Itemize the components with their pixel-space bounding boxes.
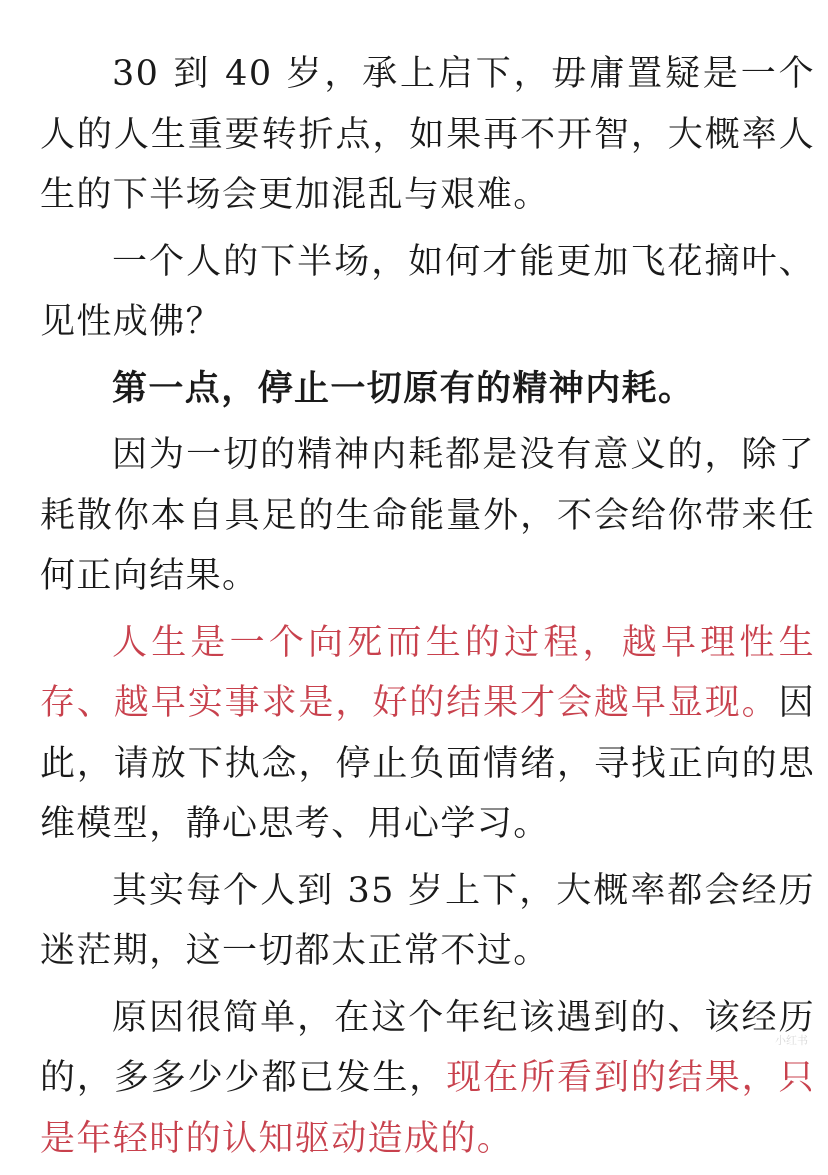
paragraph-1: [40, 44, 815, 226]
section-heading: [40, 359, 815, 420]
paragraph-5: [40, 613, 815, 855]
text-segment: 第一点，停止一切原有的精神内耗。: [112, 367, 695, 409]
text-segment: 一个人的下半场，如何才能更加飞花摘叶、见性成佛？: [40, 241, 815, 342]
article-body: [40, 44, 815, 1175]
highlighted-text: 人生是一个向死而生的过程，越早理性生存、越早实事求是，好的结果才会越早显现。: [40, 622, 815, 723]
text-segment: 因此，请放下执念，停止负面情绪，寻找正向的思维模型，静心思考、用心学习。: [40, 683, 815, 844]
paragraph-4: [40, 425, 815, 607]
paragraph-6: [40, 861, 815, 982]
paragraph-7: [40, 988, 815, 1170]
text-segment: 其实每个人到 35 岁上下，大概率都会经历迷茫期，这一切都太正常不过。: [40, 870, 815, 971]
highlighted-text: 现在所看到的结果，只是年轻时的认知驱动造成的。: [40, 1058, 815, 1159]
text-segment: 原因很简单，在这个年纪该遇到的、该经历的，多多少少都已发生，: [40, 997, 815, 1098]
paragraph-2: [40, 232, 815, 353]
text-segment: 因为一切的精神内耗都是没有意义的，除了耗散你本自具足的生命能量外，不会给你带来任何正向结果。: [40, 435, 815, 596]
text-segment: 30 到 40 岁，承上启下，毋庸置疑是一个人的人生重要转折点，如果再不开智，大概率人生的下半场会更加混乱与艰难。: [40, 54, 815, 215]
watermark: 小红书: [775, 1034, 808, 1047]
